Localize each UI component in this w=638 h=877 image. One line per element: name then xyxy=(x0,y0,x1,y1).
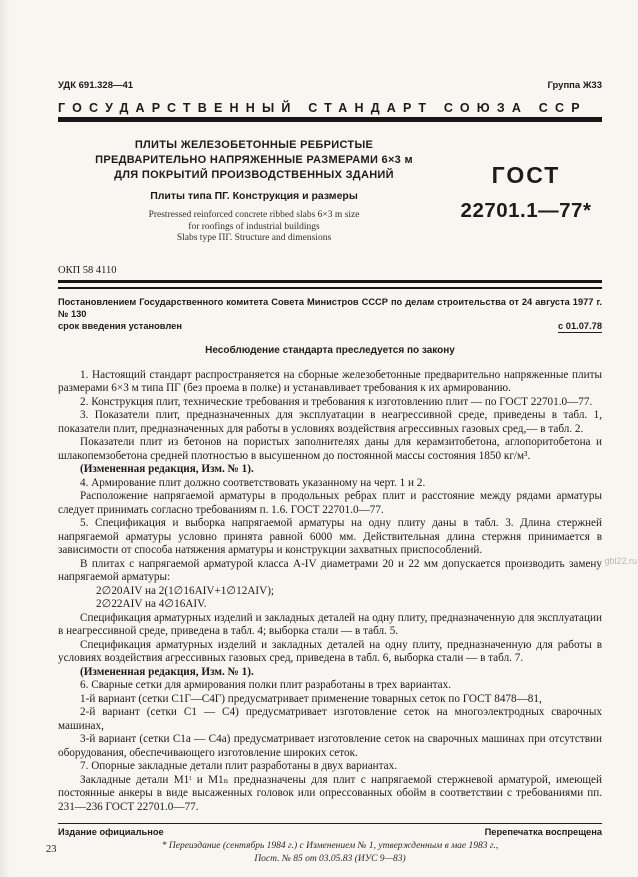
law-notice: Несоблюдение стандарта преследуется по закону xyxy=(205,344,455,356)
paragraph: 1-й вариант (сетки С1Г—С4Г) предусматривает применение товарных сеток по ГОСТ 8478—81, xyxy=(80,692,542,705)
paragraph: 1. Настоящий стандарт распространяется на сборные железобетонные предварительно напряженные плиты размерами 6×3 м типа ПГ (без проема в полке) и устанавливает требования к их армированию. xyxy=(58,368,602,394)
paragraph: 4. Армирование плит должно соответствовать указанному на черт. 1 и 2. xyxy=(80,476,426,489)
paragraph: Закладные детали М1ᵗ и М1ₙ предназначены для плит с напрягаемой стержневой арматурой, имеющей постоянные анкеры в виде высаженных головок или опрессованных обойм в соответствии с требованиями пп. 231—236 ГОСТ 22701.0—77. xyxy=(58,773,602,813)
reprint-prohibited-label: Перепечатка воспрещена xyxy=(484,827,602,837)
okp-code: ОКП 58 4110 xyxy=(58,264,117,276)
udk-code: УДК 691.328—41 xyxy=(58,80,134,91)
watermark: gbl22.ru xyxy=(604,556,637,566)
footer-row xyxy=(58,827,602,837)
standard-body xyxy=(58,369,602,815)
official-edition-label: Издание официальное xyxy=(58,827,164,837)
paragraph: 2. Конструкция плит, технические требования и требования к изготовлению плит — по ГОСТ 22701.0—77. xyxy=(80,395,593,408)
paragraph: Расположение напрягаемой арматуры в продольных ребрах плит и расстояние между рядами арматуры следует принимать согласно требованиям п. 1.6. ГОСТ 22701.0—77. xyxy=(58,490,602,516)
decree-line2: срок введения установлен xyxy=(58,320,182,331)
state-standard-banner: ГОСУДАРСТВЕННЫЙ СТАНДАРТ СОЮЗА ССР xyxy=(58,101,587,115)
gost-designation xyxy=(450,138,602,245)
paragraph: В плитах с напрягаемой арматурой класса А-IV диаметрами 20 и 22 мм допускается производить замену напрягаемой арматуры: xyxy=(58,557,602,583)
decree-line2-row xyxy=(58,320,602,333)
paragraph: 2∅20АIV на 2(1∅16АIV+1∅12АIV); xyxy=(96,584,275,597)
paragraph: Показатели плит из бетонов на пористых заполнителях даны для керамзитобетона, аглопоритобетона и шлакопемзобетона средней плотностью в высушенном до постоянной массы состояния 1850 кг/м³. xyxy=(58,436,602,462)
title-ru-line1: ПЛИТЫ ЖЕЛЕЗОБЕТОННЫЕ РЕБРИСТЫЕ xyxy=(134,139,374,151)
title-en-line2: for roofings of industrial buildings xyxy=(188,221,320,232)
title-ru-line3: ДЛЯ ПОКРЫТИЙ ПРОИЗВОДСТВЕННЫХ ЗДАНИЙ xyxy=(114,169,394,181)
gost-number: 22701.1—77* xyxy=(460,199,592,222)
title-section xyxy=(58,138,602,245)
paragraph: (Измененная редакция, Изм. № 1). xyxy=(80,665,254,678)
title-english xyxy=(58,210,450,245)
paragraph: 7. Опорные закладные детали плит разработаны в двух вариантах. xyxy=(80,760,398,772)
paragraph: 2∅22АIV на 4∅16АIV. xyxy=(96,598,207,610)
effective-date: с 01.07.78 xyxy=(558,320,602,331)
title-subtitle: Плиты типа ПГ. Конструкция и размеры xyxy=(150,190,358,202)
group-code: Группа Ж33 xyxy=(547,80,602,91)
paragraph: 5. Спецификация и выборка напрягаемой арматуры на одну плиту даны в табл. 3. Длина стержней напрягаемой арматуры условно принята равной 6000 мм. Действительная длина стержня принимается в зависимости от способа натяжения арматуры и конструкции захватных приспособлений. xyxy=(58,517,602,556)
paragraph: 3. Показатели плит, предназначенных для эксплуатации в неагрессивной среде, приведены в табл. 1, показатели плит, предназначенных для работы в условиях воздействия агрессивных газовых сред,— в табл. 2. xyxy=(58,409,602,435)
title-en-line1: Prestressed reinforced concrete ribbed slabs 6×3 m size xyxy=(148,210,360,220)
footnote-line1: * Переиздание (сентябрь 1984 г.) с Изменением № 1, утвержденным в мае 1983 г., xyxy=(161,841,499,851)
paragraph: (Измененная редакция, Изм. № 1). xyxy=(80,463,254,475)
footnote-line2: Пост. № 85 от 03.05.83 (ИУС 9—83) xyxy=(254,853,406,864)
title-ru-line2: ПРЕДВАРИТЕЛЬНО НАПРЯЖЕННЫЕ РАЗМЕРАМИ 6×3 м xyxy=(95,154,413,166)
gost-label: ГОСТ xyxy=(491,162,561,188)
reissue-footnote xyxy=(58,840,602,865)
banner-rule xyxy=(58,117,602,122)
paragraph: 6. Сварные сетки для армирования полки плит разработаны в трех вариантах. xyxy=(80,679,452,691)
page-number: 23 xyxy=(46,844,57,855)
classification-row xyxy=(58,80,602,91)
paragraph: Спецификация арматурных изделий и закладных деталей на одну плиту, предназначенную для работы в условиях воздействия агрессивных газовых сред, приведена в табл. 6, выборка стали — в табл. 7. xyxy=(58,638,602,664)
paragraph: 3-й вариант (сетки С1а — С4а) предусматривает изготовление сеток на сварочных машинах при отсутствии оборудования, обеспечивающего изготовление широких сеток. xyxy=(58,733,602,759)
double-rule xyxy=(58,280,602,289)
footer-rule xyxy=(58,823,602,824)
paragraph: Спецификация арматурных изделий и закладных деталей на одну плиту, предназначенную для эксплуатации в неагрессивной среде, приведена в табл. 4; выборка стали — в табл. 5. xyxy=(58,611,602,637)
decree-line1: Постановлением Государственного комитета Совета Министров СССР по делам строительства от 24 августа 1977 г. № 130 xyxy=(58,296,602,319)
title-block xyxy=(58,138,450,245)
decree-block xyxy=(58,296,602,333)
title-en-line3: Slabs type ПГ. Structure and dimensions xyxy=(176,233,332,243)
paragraph: 2-й вариант (сетки С1 — С4) предусматривает изготовление сеток на многоэлектродных сварочных машинах, xyxy=(58,706,602,732)
